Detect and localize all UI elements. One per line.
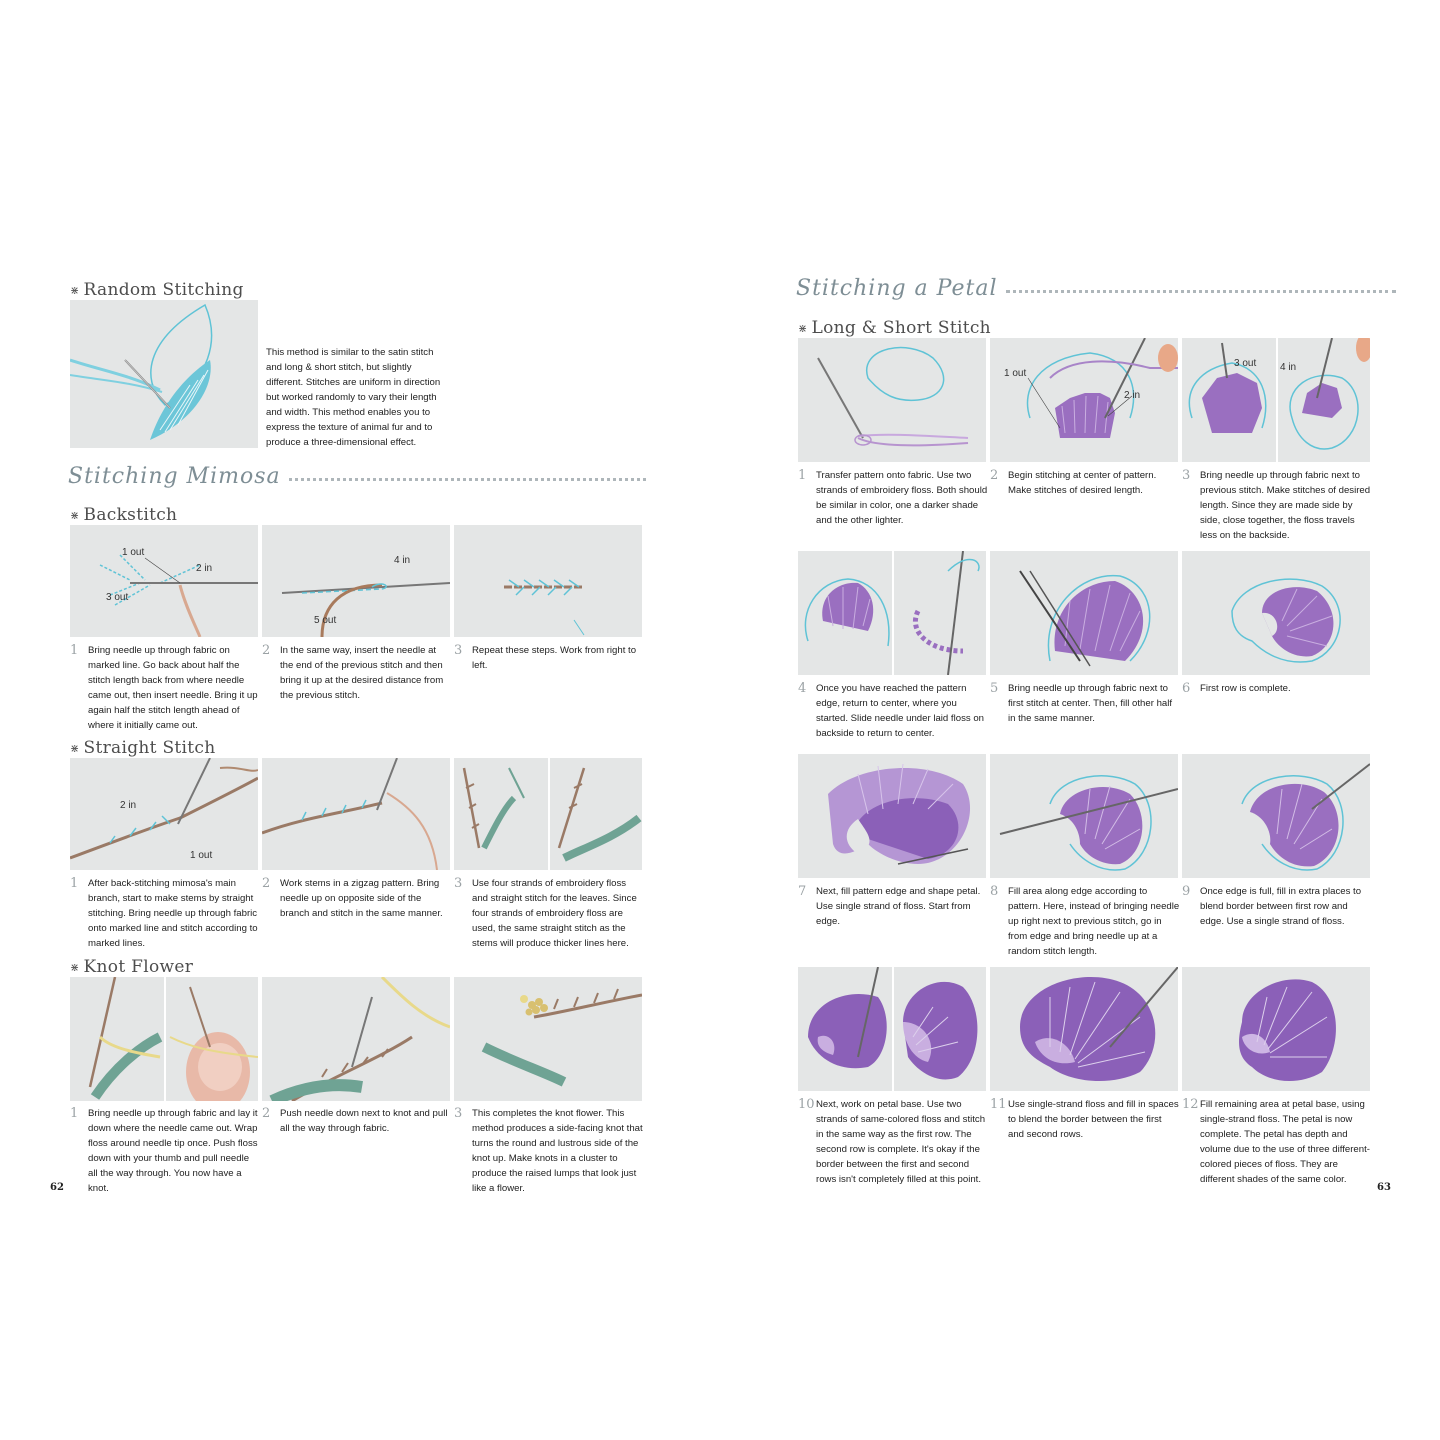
heading-dotted-rule xyxy=(289,478,646,481)
step-number: 8 xyxy=(990,884,999,899)
step-number: 3 xyxy=(1182,468,1191,483)
petal-step-7 xyxy=(798,884,988,929)
straight-stitch-title-text: Straight Stitch xyxy=(83,738,216,758)
step-text: First row is complete. xyxy=(1200,683,1291,694)
step-number: 12 xyxy=(1182,1097,1199,1112)
step-number: 11 xyxy=(990,1097,1007,1112)
petal-photo-2 xyxy=(990,338,1178,462)
step-number: 3 xyxy=(454,1106,463,1121)
step-number: 4 xyxy=(798,681,807,696)
petal-photo-10 xyxy=(798,967,986,1091)
step-text: Begin stitching at center of pattern. Make stitches of desired length. xyxy=(1008,470,1157,496)
long-short-stitch-title-text: Long & Short Stitch xyxy=(811,318,991,338)
petal-photo-6 xyxy=(1182,551,1370,675)
step-text: Bring needle up through fabric next to previous stitch. Make stitches of desired length. Since they are made side by side, close together, the floss travels less on the backside. xyxy=(1200,470,1371,541)
step-text: Next, fill pattern edge and shape petal. Use single strand of floss. Start from edge. xyxy=(816,886,981,927)
step-number: 10 xyxy=(798,1097,815,1112)
step-text: Use single-strand floss and fill in spaces to blend the border between the first and second rows. xyxy=(1008,1099,1179,1140)
label-2-in: 2 in xyxy=(196,563,213,574)
label-4-in: 4 in xyxy=(394,555,411,566)
step-number: 2 xyxy=(262,643,271,658)
stitching-petal-heading-text: Stitching a Petal xyxy=(796,276,998,301)
random-stitching-photo xyxy=(70,300,258,448)
petal-step-1 xyxy=(798,468,988,528)
knot-step-1 xyxy=(70,1106,260,1196)
step-text: Fill remaining area at petal base, using single-strand floss. The petal is now complete. The petal has depth and volume due to the use of three different-colored pieces of floss. They are different shades of the same color. xyxy=(1200,1099,1370,1185)
label-5-out: 5 out xyxy=(314,615,337,626)
backstitch-title xyxy=(70,505,177,525)
step-number: 3 xyxy=(454,643,463,658)
step-number: 3 xyxy=(454,876,463,891)
step-text: Fill area along edge according to pattern. Here, instead of bringing needle up right next to previous stitch, go in from edge and bring needle up at a random stitch length. xyxy=(1008,886,1180,957)
page-number-right: 63 xyxy=(1377,1182,1391,1193)
knot-flower-title-text: Knot Flower xyxy=(83,957,194,977)
section-mark-icon: ⋇ xyxy=(798,321,808,335)
step-text: Bring needle up through fabric next to first stitch at center. Then, fill other half in the same manner. xyxy=(1008,683,1173,724)
label-3-out: 3 out xyxy=(1234,358,1257,369)
straight-stitch-photo-2 xyxy=(262,758,450,870)
label-1-out: 1 out xyxy=(190,850,213,861)
right-page xyxy=(720,0,1440,1440)
backstitch-photo-2 xyxy=(262,525,450,637)
step-number: 2 xyxy=(990,468,999,483)
step-text: Transfer pattern onto fabric. Use two strands of embroidery floss. Both should be similar in color, one a darker shade and the other lighter. xyxy=(816,470,988,526)
step-text: Push needle down next to knot and pull all the way through fabric. xyxy=(280,1108,448,1134)
stitching-mimosa-heading-text: Stitching Mimosa xyxy=(68,464,281,489)
backstitch-photo-3 xyxy=(454,525,642,637)
label-4-in: 4 in xyxy=(1280,362,1297,373)
step-text: Use four strands of embroidery floss and straight stitch for the leaves. Since four strands of embroidery floss are used, the same straight stitch as the stems will produce thicker lines here. xyxy=(472,878,637,949)
petal-step-3 xyxy=(1182,468,1372,543)
backstitch-step-3 xyxy=(454,643,644,673)
step-number: 5 xyxy=(990,681,999,696)
knot-flower-photo-3 xyxy=(454,977,642,1101)
step-number: 1 xyxy=(70,876,79,891)
step-number: 6 xyxy=(1182,681,1191,696)
knot-flower-photo-1 xyxy=(70,977,258,1101)
petal-photo-9 xyxy=(1182,754,1370,878)
label-2-in: 2 in xyxy=(1124,390,1141,401)
backstitch-photo-1 xyxy=(70,525,258,637)
straight-stitch-photo-3 xyxy=(454,758,642,870)
knot-flower-title xyxy=(70,957,193,977)
random-stitching-title-text: Random Stitching xyxy=(83,280,244,300)
step-number: 1 xyxy=(798,468,807,483)
step-number: 2 xyxy=(262,1106,271,1121)
knot-step-2 xyxy=(262,1106,452,1136)
section-mark-icon: ⋇ xyxy=(70,283,80,297)
label-1-out: 1 out xyxy=(1004,368,1027,379)
step-number: 1 xyxy=(70,643,79,658)
backstitch-step-1 xyxy=(70,643,260,733)
petal-step-10 xyxy=(798,1097,988,1187)
step-text: Once edge is full, fill in extra places to blend border between first row and edge. Use a single strand of floss. xyxy=(1200,886,1362,927)
step-number: 2 xyxy=(262,876,271,891)
straight-stitch-title xyxy=(70,738,216,758)
page-number-left: 62 xyxy=(50,1182,64,1193)
long-short-stitch-title xyxy=(798,318,991,338)
petal-photo-4 xyxy=(798,551,986,675)
petal-photo-3 xyxy=(1182,338,1370,462)
stitching-petal-heading xyxy=(796,276,1396,301)
step-text: Bring needle up through fabric on marked line. Go back about half the stitch length back from where needle came out, then insert needle. Bring it up again half the stitch length ahead of where it initially came out. xyxy=(88,645,258,731)
step-text: This completes the knot flower. This method produces a side-facing knot that turns the round and lustrous side of the knot up. Make knots in a cluster to produce the raised lumps that look just like a flower. xyxy=(472,1108,643,1194)
step-text: Work stems in a zigzag pattern. Bring needle up on opposite side of the branch and stitch in the same manner. xyxy=(280,878,443,919)
petal-step-4 xyxy=(798,681,988,741)
knot-step-3 xyxy=(454,1106,644,1196)
straight-step-1 xyxy=(70,876,260,951)
heading-dotted-rule xyxy=(1006,290,1397,293)
stitching-mimosa-heading xyxy=(68,464,646,489)
petal-photo-11 xyxy=(990,967,1178,1091)
step-number: 9 xyxy=(1182,884,1191,899)
petal-photo-1 xyxy=(798,338,986,462)
step-number: 1 xyxy=(70,1106,79,1121)
step-text: Next, work on petal base. Use two strands of same-colored floss and stitch in the same way as the first row. The second row is complete. It's okay if the border between the first and second rows isn't completely filled at this point. xyxy=(816,1099,986,1185)
step-text: Once you have reached the pattern edge, return to center, where you started. Slide needle under laid floss on backside to return to center. xyxy=(816,683,984,739)
step-text: Repeat these steps. Work from right to left. xyxy=(472,645,637,671)
section-mark-icon: ⋇ xyxy=(70,960,80,974)
straight-step-2 xyxy=(262,876,452,921)
section-mark-icon: ⋇ xyxy=(70,741,80,755)
petal-step-9 xyxy=(1182,884,1372,929)
petal-step-8 xyxy=(990,884,1180,959)
petal-photo-5 xyxy=(990,551,1178,675)
step-text: In the same way, insert the needle at the end of the previous stitch and then bring it up at the desired distance from the previous stitch. xyxy=(280,645,444,701)
petal-photo-12 xyxy=(1182,967,1370,1091)
backstitch-title-text: Backstitch xyxy=(83,505,178,525)
petal-photo-8 xyxy=(990,754,1178,878)
label-2-in: 2 in xyxy=(120,800,137,811)
random-stitching-text: This method is similar to the satin stitch and long & short stitch, but slightly different. Stitches are uniform in direction but worked randomly to vary their length and width. This method enables you to express the texture of animal fur and to produce a three-dimensional effect. xyxy=(266,347,441,448)
step-text: Bring needle up through fabric and lay it down where the needle came out. Wrap floss around needle tip once. Push floss down with your thumb and pull needle all the way through. You now have a knot. xyxy=(88,1108,258,1194)
petal-step-5 xyxy=(990,681,1180,726)
step-number: 7 xyxy=(798,884,807,899)
petal-step-2 xyxy=(990,468,1180,498)
random-stitching-title xyxy=(70,280,244,300)
straight-step-3 xyxy=(454,876,644,951)
backstitch-step-2 xyxy=(262,643,452,703)
petal-photo-7 xyxy=(798,754,986,878)
knot-flower-photo-2 xyxy=(262,977,450,1101)
label-3-out: 3 out xyxy=(106,592,129,603)
straight-stitch-photo-1 xyxy=(70,758,258,870)
section-mark-icon: ⋇ xyxy=(70,508,80,522)
petal-step-11 xyxy=(990,1097,1180,1142)
petal-step-12 xyxy=(1182,1097,1372,1187)
label-1-out: 1 out xyxy=(122,547,145,558)
step-text: After back-stitching mimosa's main branch, start to make stems by straight stitching. Bring needle up through fabric onto marked line and stitch according to marked lines. xyxy=(88,878,258,949)
petal-step-6 xyxy=(1182,681,1372,696)
